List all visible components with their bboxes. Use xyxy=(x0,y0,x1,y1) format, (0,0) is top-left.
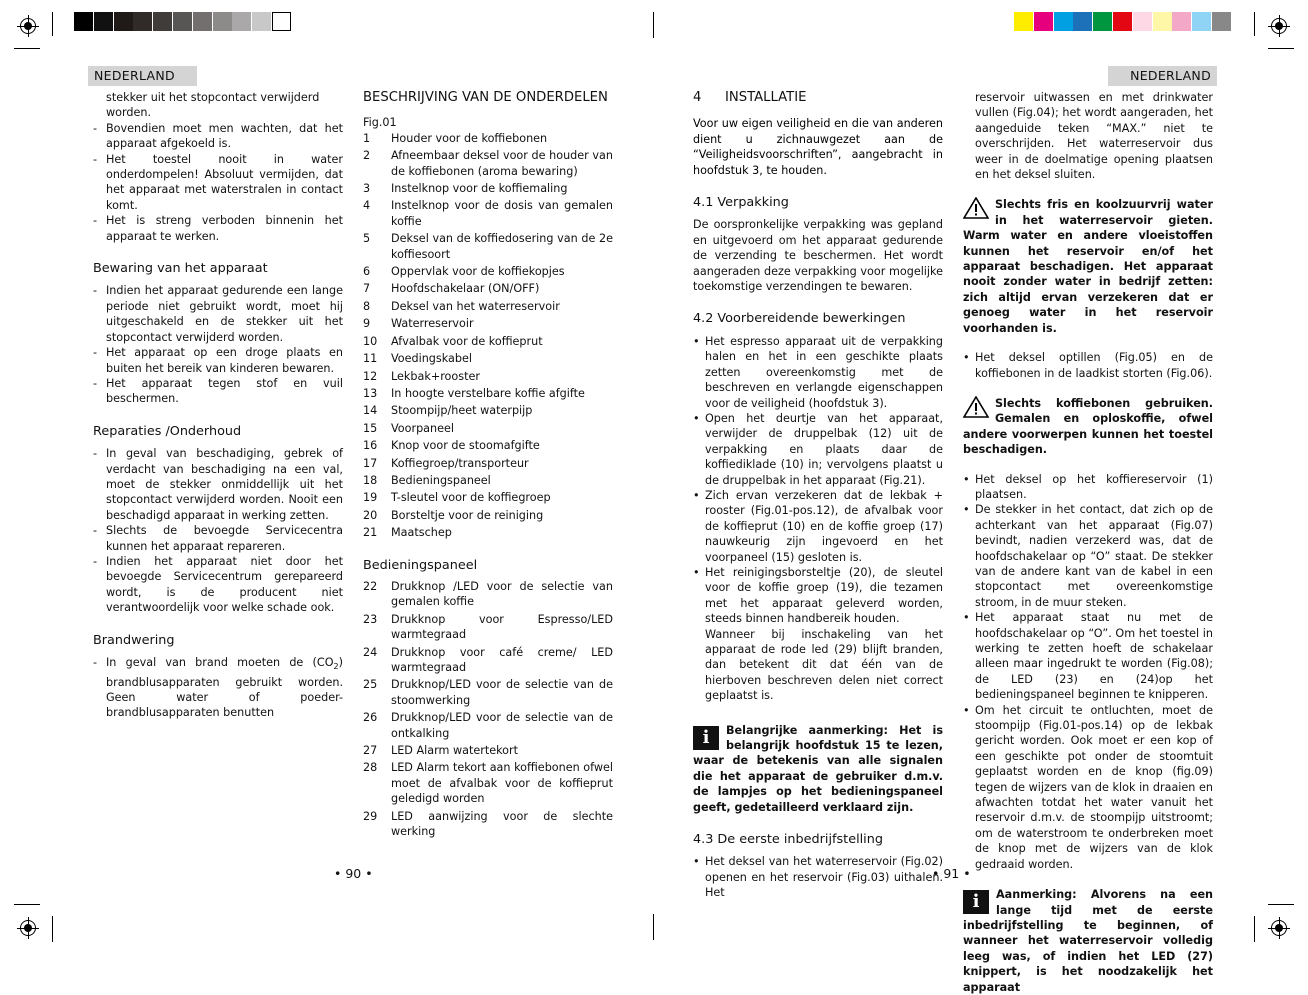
item-text: Drukknop voor Espresso/LED warmtegraad xyxy=(391,612,613,642)
list-item: - Het apparaat tegen stof en vuil beschermen. xyxy=(93,376,343,407)
warning-triangle-icon xyxy=(963,396,989,418)
section-heading: 4.2 Voorbereidende bewerkingen xyxy=(693,311,906,327)
list-item: - In geval van beschadiging, gebrek of verdacht van beschadiging na een val, moet de stekker onmiddellijk uit het stopcontact verwijderd worden. Nooit een beschadigd apparaat in werking zetten. xyxy=(93,446,343,523)
page91-column2 xyxy=(963,90,1213,995)
registration-mark-icon xyxy=(17,917,39,939)
crop-mark xyxy=(1254,12,1255,36)
item-number: 4 xyxy=(363,199,371,213)
color-swatch xyxy=(1192,12,1211,31)
list-item xyxy=(363,281,613,296)
list-item xyxy=(363,508,613,523)
item-text: In hoogte verstelbare koffie afgifte xyxy=(391,386,585,400)
item-text: Maatschep xyxy=(391,526,452,540)
paragraph: De oorspronkelijke verpakking was gepland en uitgevoerd om het apparaat gedurende de verzending te beschermen. Het wordt aangeraden deze verpakking voor mogelijke toekomstige verzendingen te bewaren. xyxy=(693,218,943,294)
item-text: Waterreservoir xyxy=(391,317,474,331)
item-text: Oppervlak voor de koffiekopjes xyxy=(391,265,565,279)
list-item: • Het deksel van het waterreservoir (Fig.02) openen en het reservoir (Fig.03) uithalen. Het xyxy=(693,854,943,900)
gray-swatch xyxy=(133,12,152,31)
section-heading: Bedieningspaneel xyxy=(363,557,478,573)
gray-swatch xyxy=(252,12,271,31)
item-number: 19 xyxy=(363,491,378,505)
list-item xyxy=(363,181,613,196)
color-swatch xyxy=(1113,12,1132,31)
info-note: i Belangrijke aanmerking: Het is belangrijk hoofdstuk 15 te lezen, waar de betekenis van alle signalen die het apparaat de gebruiker d.m.v. de lampjes op het bedieningspaneel geeft, gedetailleerd verklaard zijn. xyxy=(693,723,943,814)
item-number: 10 xyxy=(363,334,378,348)
gray-swatch xyxy=(153,12,172,31)
item-number: 11 xyxy=(363,352,378,366)
gray-swatch xyxy=(193,12,212,31)
list-item: • Het reinigingsborsteltje (20), de sleutel voor de koffie groep (19), die tezamen met het apparaat geleverd worden, steeds binnen handbereik houden. xyxy=(693,565,943,627)
list-item xyxy=(363,334,613,349)
page90-column2 xyxy=(363,90,613,841)
list-item xyxy=(363,316,613,331)
section-heading: Reparaties /Onderhoud xyxy=(93,423,242,439)
paragraph: Wanneer bij inschakeling van het apparaat de rode led (29) blijft branden, dan betekent dit dat één van de hierboven beschreven delen niet correct geplaatst is. xyxy=(705,627,943,703)
crop-mark xyxy=(1268,48,1294,49)
list-item xyxy=(363,148,613,179)
section-title: 4 INSTALLATIE xyxy=(693,90,807,105)
item-number: 21 xyxy=(363,526,378,540)
item-number: 14 xyxy=(363,404,378,418)
list-item: - Het is streng verboden binnenin het apparaat te werken. xyxy=(93,213,343,244)
item-number: 29 xyxy=(363,809,378,823)
crop-mark xyxy=(1254,916,1255,942)
page91-column1 xyxy=(693,90,943,901)
item-text: LED aanwijzing voor de slechte werking xyxy=(391,809,613,839)
color-swatch xyxy=(1172,12,1191,31)
crop-mark xyxy=(1268,904,1294,905)
warning-note: Slechts fris en koolzuurvrij water in het waterreservoir gieten. Warm water en andere vloeistoffen kunnen het reservoir en/of het apparaat beschadigen. Het apparaat nooit zonder water in bedrijf zetten: zich altijd ervan verzekeren dat er genoeg water in het reservoir voorhanden is. xyxy=(963,198,1213,335)
list-item: • Het espresso apparaat uit de verpakking halen en het in een geschikte plaats zetten overeenkomstig met de beschreven en verlangde eigenschappen voor de veiligheid (hoofdstuk 3). xyxy=(693,334,943,411)
item-number: 20 xyxy=(363,508,378,522)
item-number: 15 xyxy=(363,421,378,435)
section-heading: Bewaring van het apparaat xyxy=(93,261,268,277)
item-number: 16 xyxy=(363,439,378,453)
item-text: Knop voor de stoomafgifte xyxy=(391,439,540,453)
crop-mark xyxy=(14,48,40,49)
language-header-left: NEDERLAND xyxy=(88,66,197,86)
item-text: Borsteltje voor de reiniging xyxy=(391,508,544,522)
list-item xyxy=(363,760,613,806)
page-number: • 91 • xyxy=(932,866,971,881)
item-text: Drukknop/LED voor de selectie van de stoomwerking xyxy=(391,678,613,707)
list-item xyxy=(363,198,613,229)
warning-triangle-icon xyxy=(963,197,989,219)
item-text: LED Alarm tekort aan koffiebonen ofwel moet de afvalbak voor de koffieprut geledigd worden xyxy=(391,761,613,806)
list-item: - Bovendien moet men wachten, dat het apparaat afgekoeld is. xyxy=(93,121,343,152)
paragraph: Voor uw eigen veiligheid en die van anderen dient u zichnauwgezet aan de “Veiligheidsvoorschriften”, aangebracht in hoofdstuk 3, te houden. xyxy=(693,117,943,177)
list-item xyxy=(363,525,613,540)
item-text: Voorpaneel xyxy=(391,421,454,435)
item-text: Drukknop /LED voor de selectie van gemalen koffie xyxy=(391,579,613,609)
item-number: 2 xyxy=(363,149,371,163)
item-text: Stoompijp/heet waterpijp xyxy=(391,404,533,418)
language-header-right: NEDERLAND xyxy=(1108,66,1217,86)
color-swatch xyxy=(1153,12,1172,31)
list-item: • Het deksel op het koffiereservoir (1) plaatsen. xyxy=(963,472,1213,503)
item-text: Lekbak+rooster xyxy=(391,369,480,383)
item-number: 7 xyxy=(363,282,371,296)
item-number: 1 xyxy=(363,131,371,145)
gray-swatch xyxy=(173,12,192,31)
color-swatch xyxy=(1133,12,1152,31)
item-text: Afneembaar deksel voor de houder van de koffiebonen (aroma bewaring) xyxy=(391,149,613,178)
gray-swatch xyxy=(213,12,232,31)
section-heading: 4.1 Verpakking xyxy=(693,195,789,211)
item-number: 18 xyxy=(363,473,378,487)
list-item xyxy=(363,369,613,384)
item-text: Voedingskabel xyxy=(391,352,472,366)
crop-mark xyxy=(52,12,53,36)
list-item: - Slechts de bevoegde Servicecentra kunnen het apparaat repareren. xyxy=(93,523,343,554)
color-swatch xyxy=(1054,12,1073,31)
page-number: • 90 • xyxy=(334,866,373,881)
color-swatch xyxy=(1014,12,1033,31)
list-item xyxy=(363,490,613,505)
list-item xyxy=(363,710,613,741)
list-item xyxy=(363,264,613,279)
item-number: 13 xyxy=(363,386,378,400)
item-number: 22 xyxy=(363,579,378,593)
list-item xyxy=(363,645,613,676)
info-note: i Aanmerking: Alvorens na een lange tijd met de eerste inbedrijfstelling te beginnen, of wanneer het waterreservoir volledig leeg was, of indien het LED (27) knippert, is het noodzakelijk het apparaat xyxy=(963,888,1213,994)
item-text: Instelknop voor de dosis van gemalen koffie xyxy=(391,199,613,228)
item-number: 26 xyxy=(363,711,378,725)
gray-swatch xyxy=(74,12,93,31)
list-item: - Het apparaat op een droge plaats en buiten het bereik van kinderen bewaren. xyxy=(93,345,343,376)
list-item: - In geval van brand moeten de $(CO_2)$ brandblusapparaten gebruikt worden. Geen water of poeder-brandblusapparaten benutten xyxy=(93,655,343,721)
item-number: 24 xyxy=(363,645,378,659)
item-number: 17 xyxy=(363,456,378,470)
item-number: 5 xyxy=(363,232,371,246)
gray-swatch xyxy=(232,12,251,31)
item-number: 23 xyxy=(363,612,378,626)
item-text: Deksel van het waterreservoir xyxy=(391,299,560,313)
list-item xyxy=(363,473,613,488)
list-item: • Zich ervan verzekeren dat de lekbak + rooster (Fig.01-pos.12), de afvalbak voor de koffieprut (10) en de koffie groep (17) nauwkeurig zijn ingevoerd en het voorpaneel (15) gesloten is. xyxy=(693,488,943,565)
list-item: - Indien het apparaat gedurende een lange periode niet gebruikt wordt, moet hij uitgeschakeld en de stekker uit het stopcontact verwijderd worden. xyxy=(93,283,343,345)
item-number: 28 xyxy=(363,761,378,775)
list-item xyxy=(363,438,613,453)
gray-swatch xyxy=(272,12,291,31)
crop-mark xyxy=(653,914,654,940)
item-text: Drukknop voor café creme/ LED warmtegraad xyxy=(391,645,613,674)
item-text: Drukknop/LED voor de selectie van de ontkalking xyxy=(391,711,613,740)
item-text: T-sleutel voor de koffiegroep xyxy=(391,491,551,505)
item-number: 9 xyxy=(363,317,371,331)
crop-mark xyxy=(653,12,654,38)
paragraph: stekker uit het stopcontact verwijderd worden. xyxy=(106,91,320,120)
list-item xyxy=(363,579,613,610)
section-heading: 4.3 De eerste inbedrijfstelling xyxy=(693,832,883,848)
color-swatch xyxy=(1073,12,1092,31)
list-item xyxy=(363,612,613,643)
item-number: 25 xyxy=(363,678,378,692)
color-swatch xyxy=(1212,12,1231,31)
item-text: Instelknop voor de koffiemaling xyxy=(391,182,568,196)
item-text: Bedieningspaneel xyxy=(391,473,491,487)
item-number: 6 xyxy=(363,265,371,279)
item-number: 12 xyxy=(363,369,378,383)
registration-mark-icon xyxy=(1268,15,1290,37)
gray-swatch xyxy=(114,12,133,31)
list-item xyxy=(363,131,613,146)
section-heading: Brandwering xyxy=(93,632,175,648)
list-item xyxy=(363,421,613,436)
list-item: • De stekker in het contact, dat zich op de achterkant van het apparaat (Fig.07) bevindt, nadien verzekerd was, dat de hoofdschakelaar op “O” staat. De stekker van de andere kant van de kabel in een stopcontact met overeenkomstige stroom, in de muur steken. xyxy=(963,502,1213,610)
gray-swatch xyxy=(94,12,113,31)
list-item xyxy=(363,743,613,758)
list-item: • Om het circuit te ontluchten, moet de stoompijp (Fig.01-pos.14) op de lekbak gericht worden. Ook moet er een kop of een geschikte pot onder de stoomtuit geplaatst worden en de knop (fig.09) tegen de wijzers van de klok in draaien en afwachten totdat het water vanuit het reservoir d.m.v. de stoompijp uitstroomt; om de waterstroom te onderbreken moet de knop met de wijzers van de klok gedraaid worden. xyxy=(963,703,1213,872)
list-item xyxy=(363,677,613,708)
item-text: Hoofdschakelaar (ON/OFF) xyxy=(391,282,540,296)
list-item xyxy=(363,809,613,840)
list-item: - Indien het apparaat niet door het bevoegde Servicecentrum gerepareerd wordt, is de producent niet verantwoordelijk voor welke schade ook. xyxy=(93,554,343,616)
parts-list xyxy=(363,131,613,541)
list-item: • Open het deurtje van het apparaat, verwijder de druppelbak (12) uit de verpakking en plaats daar de koffiediklade (10) in; vervolgens plaatst u de druppelbak in het apparaat (Fig.21). xyxy=(693,411,943,488)
crop-mark xyxy=(14,904,40,905)
figure-reference: Fig.01 xyxy=(363,116,397,130)
page90-column1 xyxy=(93,90,343,721)
list-item: • Het apparaat staat nu met de hoofdschakelaar op “O”. Om het toestel in werking te zetten hoeft de schakelaar alleen maar ingedrukt te worden (Fig.08); de LED (23) en (24)op het bedieningspaneel beginnen te knipperen. xyxy=(963,610,1213,702)
list-item xyxy=(363,456,613,471)
item-text: LED Alarm watertekort xyxy=(391,744,519,758)
list-item: • Het deksel optillen (Fig.05) en de koffiebonen in de laadkist storten (Fig.06). xyxy=(963,350,1213,381)
list-item xyxy=(363,231,613,262)
paragraph: reservoir uitwassen en met drinkwater vullen (Fig.04); het wordt aangeraden, het aangeduide teken “MAX.” niet te overschrijden. Het waterreservoir dus weer in de doelmatige opening plaatsen en het deksel sluiten. xyxy=(975,91,1213,182)
registration-mark-icon xyxy=(17,15,39,37)
list-item xyxy=(363,299,613,314)
list-item xyxy=(363,403,613,418)
item-text: Houder voor de koffiebonen xyxy=(391,131,548,145)
item-number: 3 xyxy=(363,182,371,196)
item-number: 8 xyxy=(363,299,371,313)
crop-mark xyxy=(52,916,53,942)
info-icon: i xyxy=(963,890,989,914)
warning-note: Slechts koffiebonen gebruiken. Gemalen en oploskoffie, ofwel andere voorwerpen kunnen het toestel beschadigen. xyxy=(963,396,1213,457)
item-text: Koffiegroep/transporteur xyxy=(391,456,529,470)
list-item: - Het toestel nooit in water onderdompelen! Absoluut vermijden, dat het apparaat met waterstralen in contact komt. xyxy=(93,152,343,214)
color-swatch xyxy=(1093,12,1112,31)
item-text: Deksel van de koffiedosering van de 2e koffiesoort xyxy=(391,232,613,261)
list-item xyxy=(363,351,613,366)
item-number: 27 xyxy=(363,744,378,758)
section-title: BESCHRIJVING VAN DE ONDERDELEN xyxy=(363,90,608,105)
item-text: Afvalbak voor de koffieprut xyxy=(391,334,543,348)
control-panel-list xyxy=(363,579,613,840)
list-item xyxy=(363,386,613,401)
registration-mark-icon xyxy=(1268,917,1290,939)
info-icon: i xyxy=(693,726,719,750)
color-swatch xyxy=(1034,12,1053,31)
